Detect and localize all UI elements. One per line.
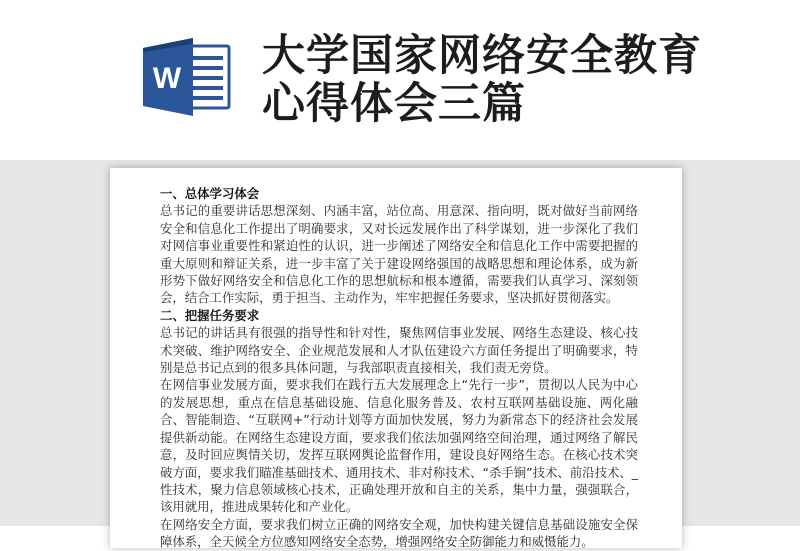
paragraph: 总书记的讲话具有很强的指导性和针对性，聚焦网信事业发展、网络生态建设、核心技术突破、维护网络安全、企业规范发展和人才队伍建设六方面任务提出了明确要求，特别是总书记点到的很多具体问题，与我部职责直接相关，我们责无旁贷。: [160, 325, 638, 376]
paragraph: 在网信事业发展方面，要求我们在践行五大发展理念上“先行一步”，贯彻以人民为中心的发展思想，重点在信息基础设施、信息化服务普及、农村互联网基础设施、两化融合、智能制造、“互联网+”行动计划等方面加快发展，努力为新常态下的经济社会发展提供新动能。在网络生态建设方面，要求我们依法加强网络空间治理，通过网络了解民意，及时回应舆情关切，发挥互联网舆论监督作用，建设良好网络生态。在核心技术突破方面，要求我们瞄准基础技术、通用技术、非对称技术、“杀手锏”技术、前沿技术、_性技术，聚力信息领域核心技术，正确处理开放和自主的关系，集中力量，强强联合，该用就用，推进成果转化和产业化。: [160, 377, 638, 515]
section-heading-2: 二、把握任务要求: [160, 307, 260, 323]
document-page: [110, 168, 682, 548]
section-heading-1: 一、总体学习体会: [160, 186, 260, 201]
word-document-icon: [143, 38, 231, 116]
header-banner: [0, 0, 800, 160]
paragraph: 总书记的重要讲话思想深刻、内涵丰富，站位高、用意深、指向明，既对做好当前网络安全和信息化工作提出了明确要求，又对长远发展作出了科学谋划，进一步深化了我们对网信事业重要性和紧迫性的认识，进一步阐述了网络安全和信息化工作中需要把握的重大原则和辩证关系，进一步丰富了关于建设网络强国的战略思想和理论体系，成为新形势下做好网络安全和信息化工作的思想航标和根本遵循，需要我们认真学习、深刻领会，结合工作实际，勇于担当、主动作为，牢牢把握任务要求，坚决抓好贯彻落实。: [160, 203, 638, 306]
word-icon-letter: W: [152, 62, 182, 95]
paragraph: 在网络安全方面，要求我们树立正确的网络安全观，加快构建关键信息基础设施安全保障体系，全天候全方位感知网络安全态势，增强网络安全防御能力和威慑能力。: [160, 516, 638, 550]
document-body: [160, 185, 638, 551]
page-title: 大学国家网络安全教育心得体会三篇: [262, 31, 702, 129]
